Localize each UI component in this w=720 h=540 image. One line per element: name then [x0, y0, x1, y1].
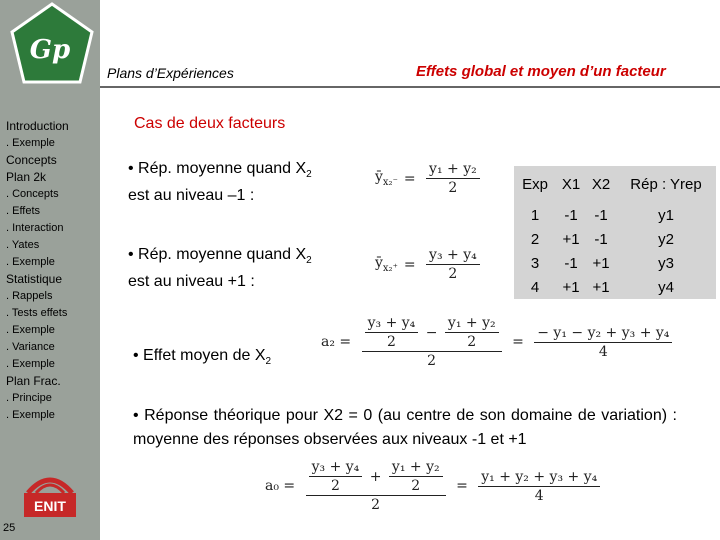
sidebar-item[interactable]: . Exemple — [6, 256, 55, 268]
enit-logo — [18, 465, 82, 525]
bullet-text: • Effet moyen de X — [133, 347, 266, 364]
sidebar-item[interactable]: Concepts — [6, 153, 57, 167]
header-x2: X2 — [591, 176, 611, 193]
subscript: 2 — [306, 169, 312, 181]
table-cell: +1 — [592, 278, 610, 296]
table-cell: y2 — [658, 230, 674, 248]
sidebar-item[interactable]: . Exemple — [6, 358, 55, 370]
sidebar-nav — [0, 118, 100, 424]
table-body — [514, 203, 716, 299]
table-row — [514, 227, 716, 251]
course-title: Plans d’Expériences — [107, 65, 234, 81]
theoretical-response-text: • Réponse théorique pour X2 = 0 (au centre de son domaine de variation) : moyenne des réponses observées aux niveaux -1 et +1 — [133, 407, 677, 448]
table-header-row — [514, 166, 716, 203]
sidebar-item[interactable]: . Variance — [6, 341, 55, 353]
sidebar-item[interactable]: . Concepts — [6, 188, 59, 200]
sidebar-item[interactable]: . Exemple — [6, 409, 55, 421]
gp-logo-icon — [8, 2, 96, 86]
bullet-text: • Rép. moyenne quand X — [128, 160, 307, 177]
bullet-response-low — [128, 158, 312, 206]
bullet-text: est au niveau +1 : — [128, 273, 255, 291]
header-divider — [100, 86, 720, 88]
bullet-average-effect — [133, 345, 271, 372]
table-cell: 4 — [530, 278, 540, 296]
table-cell: y1 — [658, 206, 674, 224]
subscript: 2 — [265, 356, 272, 368]
table-cell: 3 — [530, 254, 540, 272]
sidebar-item[interactable]: Introduction — [6, 119, 69, 133]
logo-text: Gp — [29, 35, 71, 65]
sidebar-item[interactable]: Statistique — [6, 272, 63, 286]
sidebar-item[interactable]: Plan Frac. — [6, 374, 61, 388]
table-row — [514, 275, 716, 299]
sidebar-item[interactable]: Plan 2k — [6, 170, 47, 184]
enit-label: ENIT — [34, 498, 66, 514]
table-cell: +1 — [592, 254, 610, 272]
sidebar-item[interactable]: . Yates — [6, 239, 40, 251]
table-cell: y3 — [658, 254, 674, 272]
experiment-matrix — [514, 166, 716, 299]
table-cell: -1 — [594, 230, 608, 248]
sidebar-item[interactable]: . Effets — [6, 205, 41, 217]
table-cell: -1 — [594, 206, 608, 224]
formula-mean-high: $ȳ_{x_2^+}$ = $\frac{\text{y₃ + y₄}}{2}$ — [372, 246, 483, 283]
header-response: Rép : Yrep — [630, 176, 702, 193]
bullet-text: est au niveau –1 : — [128, 187, 255, 205]
sidebar-item[interactable]: . Tests effets — [6, 307, 68, 319]
table-cell: +1 — [562, 278, 580, 296]
formula-effect-a2: a₂ = $\frac{\text{y₃ + y₄}}{2}$ − $\frac{\text{y₁ + y₂}}{2}$ 2 = $\frac{\text{− y₁ − y₂ + y₃ + y₄}}{4}$ — [318, 314, 675, 370]
formula-a0: a₀ = $\frac{\text{y₃ + y₄}}{2}$ + $\frac{\text{y₁ + y₂}}{2}$ 2 = $\frac{\text{y₁ + y₂ + y₃ + y₄}}{4}$ — [262, 458, 603, 514]
table-cell: -1 — [564, 206, 578, 224]
formula-mean-low: $ȳ_{x_2^-}$ = $\frac{\text{y₁ + y₂}}{2}$ — [372, 160, 483, 197]
table-cell: +1 — [562, 230, 580, 248]
bullet-response-high — [128, 244, 312, 292]
sidebar-item[interactable]: . Exemple — [6, 137, 55, 149]
sidebar-item[interactable]: . Rappels — [6, 290, 53, 302]
sidebar — [0, 0, 100, 540]
section-title: Cas de deux facteurs — [134, 115, 286, 132]
bullet-text: • Rép. moyenne quand X — [128, 246, 307, 263]
page-number: 25 — [3, 522, 16, 534]
table-row — [514, 251, 716, 275]
table-cell: -1 — [564, 254, 578, 272]
sidebar-item[interactable]: . Interaction — [6, 222, 64, 234]
table-cell: y4 — [658, 278, 674, 296]
gp-logo — [8, 2, 96, 86]
table-cell: 2 — [530, 230, 540, 248]
slide-title: Effets global et moyen d’un facteur — [416, 63, 666, 80]
sidebar-item[interactable]: . Principe — [6, 392, 52, 404]
enit-logo-icon — [18, 465, 82, 525]
header-x1: X1 — [561, 176, 581, 193]
table-cell: 1 — [530, 206, 540, 224]
header-exp: Exp — [522, 176, 548, 193]
table-row — [514, 203, 716, 227]
subscript: 2 — [306, 255, 312, 267]
sidebar-item[interactable]: . Exemple — [6, 324, 55, 336]
